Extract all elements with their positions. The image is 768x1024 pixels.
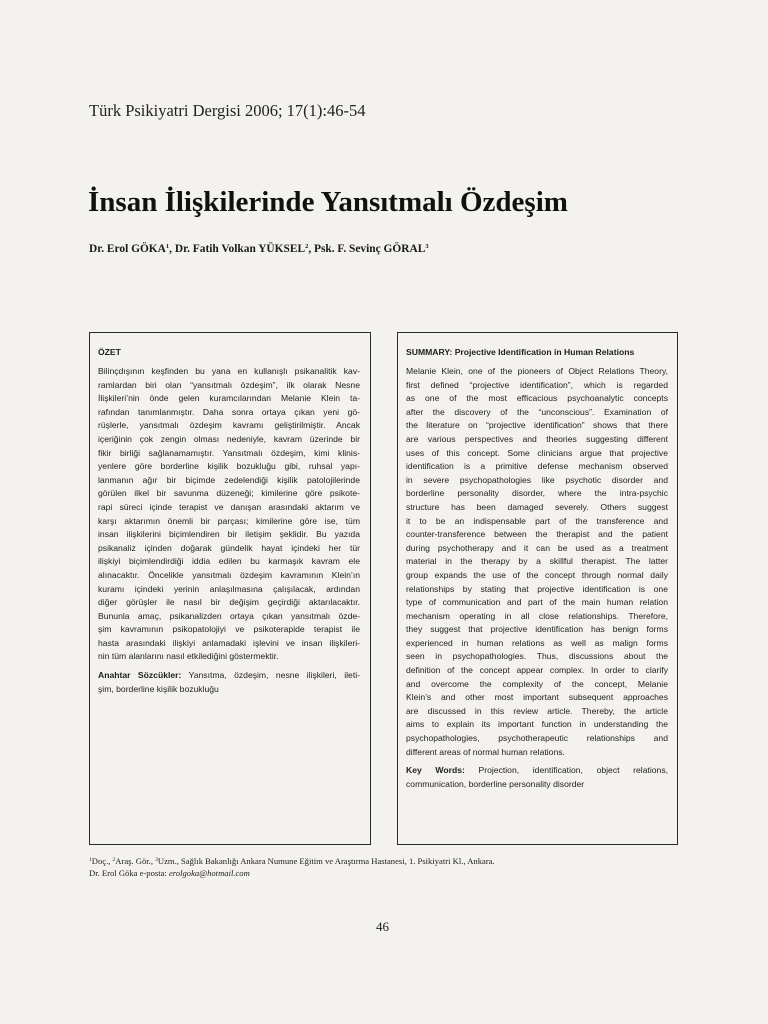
ozet-line: insan ilişkilerini biçimlendiren bir iletişim şeklidir. Bu yazıda	[98, 529, 360, 540]
keywords-text: Yansıtma, özdeşim, nesne ilişkileri, ileti-	[188, 670, 360, 681]
summary-line: are discussed in this review article. Thereby, the article	[406, 705, 668, 716]
ozet-line: hasta arasındaki ilişkiyi anlamadaki işlevini ve insan ilişkileri-	[98, 637, 360, 648]
ozet-line: rapi süreci içinde terapist ve danışan arasındaki aktarım ve	[98, 501, 360, 512]
author-name: Dr. Erol GÖKA	[89, 243, 166, 255]
email-address[interactable]: erolgoka@hotmail.com	[168, 867, 250, 878]
ozet-line: psikanaliz içinden doğarak gündelik hayat içindeki her tür	[98, 542, 360, 553]
email-prefix: Dr. Erol Göka e-posta:	[89, 867, 169, 878]
summary-heading: SUMMARY: Projective Identification in Human Relations	[406, 347, 635, 357]
affil-text: Araş. Gör.,	[115, 856, 156, 866]
summary-line: it to be an indispensable part of the transference and	[406, 515, 668, 526]
summary-line: as one of the most efficacious psychoanalytic concepts	[406, 393, 668, 404]
footnote	[89, 856, 495, 879]
ozet-line: yenlere göre borderline kişilik bozukluğu gibi, ruhsal yapı-	[98, 461, 360, 472]
author-name: Psk. F. Sevinç GÖRAL	[314, 243, 426, 255]
ozet-text	[98, 365, 360, 664]
summary-line: relationships by stating that projective identification is one	[406, 583, 668, 594]
author-affil-sup: 3	[425, 243, 429, 250]
author-name: Dr. Fatih Volkan YÜKSEL	[174, 243, 306, 255]
summary-line: they suggest that projective identification has benign forms	[406, 624, 668, 635]
affil-sup: 1	[89, 857, 92, 863]
ozet-line: görülen ilkel bir savunma düzeneği; kimilerine göre psikote-	[98, 488, 360, 499]
summary-line: after the discovery of the “unconscious”. Examination of	[406, 406, 668, 417]
summary-line: psychopathologies, psychotherapeutic relationships and	[406, 733, 668, 744]
summary-line: seen in psychopathologies. Thus, discussions about the	[406, 651, 668, 662]
summary-keywords	[406, 764, 668, 791]
summary-line: different areas of normal human relations.	[406, 746, 565, 757]
ozet-line: lanmanın ağır bir biçimde zedelendiği kişilik patolojilerinde	[98, 474, 360, 485]
ozet-line: Bilinçdışının keşfinden bu yana en kullanışlı psikanalitik kav-	[98, 366, 360, 376]
summary-line: Melanie Klein, one of the pioneers of Object Relations Theory,	[406, 366, 668, 376]
ozet-line: şim kavramının psikopatolojiyi ve psikoterapide terapist ile	[98, 624, 360, 635]
ozet-line: fikir birliği sağlanamamıştır. Yansıtmalı özdeşim, kimi klinis-	[98, 447, 360, 458]
summary-line: definition of the concept appear complex. In order to clarify	[406, 665, 668, 676]
summary-line: are various perspectives and theories suggesting different	[406, 433, 668, 444]
affil-text: Doç.,	[91, 856, 113, 866]
article-title: İnsan İlişkilerinde Yansıtmalı Özdeşim	[88, 186, 568, 218]
author-affil-sup: 1	[165, 243, 170, 250]
affil-sup: 2	[112, 857, 116, 863]
summary-line: experienced in human relations as well as malign forms	[406, 637, 668, 648]
summary-line: and overcome the complexity of the concept, Melanie	[406, 678, 668, 689]
affil-text: Uzm., Sağlık Bakanlığı Ankara Numune Eğitim ve Araştırma Hastanesi, 1. Psikiyatri Kl., Ankara.	[157, 856, 495, 866]
ozet-line: karşı aktarımın önemli bir parçası; kimilerine göre ise, tüm	[98, 515, 360, 526]
summary-line: in severe psychopathologies like psychotic disorder and	[406, 474, 668, 485]
summary-line: identification is a primitive defense mechanism observed	[406, 461, 668, 472]
affiliation-line	[89, 856, 495, 868]
affil-sup: 3	[155, 857, 158, 863]
keywords-label: Anahtar Sözcükler:	[98, 670, 182, 681]
ozet-line: Bununla amaç, psikanalizden ortaya çıkan yansıtmalı özde-	[98, 610, 360, 621]
keywords-text: Projection, identification, object relations,	[478, 765, 669, 776]
summary-line: borderline personality disorder, where the intra-psychic	[406, 488, 668, 499]
ozet-box	[89, 332, 371, 845]
summary-line: aims to explain its important function in understanding the	[406, 719, 668, 730]
author-list: Dr. Erol GÖKA$^1$, Dr. Fatih Volkan YÜKSEL$^2$, Psk. F. Sevinç GÖRAL$^3$	[89, 243, 429, 255]
page-number: 46	[376, 919, 389, 934]
ozet-line: nin tüm alanlarını nasıl etkilediğini göstermektir.	[98, 651, 279, 662]
summary-line: during psychotherapy and it can be used as a treatment	[406, 542, 668, 553]
keywords-text: communication, borderline personality disorder	[406, 778, 585, 789]
ozet-line: rafından tanımlanmıştır. Daha sonra ortaya çıkan yeni gö-	[98, 406, 360, 417]
journal-header: Türk Psikiyatri Dergisi 2006; 17(1):46-54	[89, 101, 366, 120]
summary-line: type of communication and part of the main human relation	[406, 597, 668, 608]
ozet-heading: ÖZET	[98, 347, 121, 357]
keywords-text: şim, borderline kişilik bozukluğu	[98, 683, 219, 694]
ozet-line: ilişkiyi biçimlendirdiği iddia edilen bu karmaşık kavram ele	[98, 556, 360, 567]
ozet-line: rüşlerle, yansıtmalı özdeşim kavramı geliştirilmiştir. Ancak	[98, 420, 360, 431]
ozet-line: alınacaktır. Öncelikle yansıtmalı özdeşim kavramının Klein’ın	[98, 569, 360, 580]
keywords-label: Key Words:	[406, 765, 465, 776]
summary-line: mechanism operating in all close relationships. Therefore,	[406, 610, 668, 621]
summary-line: counter-transference between the therapist and the patient	[406, 529, 668, 540]
summary-box	[397, 332, 678, 845]
ozet-line: içeriğinin çok zengin olması nedeniyle, kavram üzerinde bir	[98, 433, 360, 444]
summary-line: uses of this concept. Some clinicians argue that projective	[406, 447, 668, 458]
summary-line: the literature on “projective identification” shows that there	[406, 420, 668, 431]
summary-line: Klein’s and other most important subsequent approaches	[406, 692, 668, 703]
summary-line: first defined “projective identification”, which is regarded	[406, 379, 668, 390]
ozet-keywords	[98, 669, 360, 696]
author-affil-sup: 2	[305, 243, 309, 250]
summary-line: structure has been damaged severely. Others suggest	[406, 501, 668, 512]
summary-line: group expands the use of the concept through normal daily	[406, 569, 668, 580]
summary-text	[406, 365, 668, 759]
ozet-line: kuramı içindeki yerinin anlaşılmasına çalışılacak, ardından	[98, 583, 360, 594]
ozet-line: İlişkileri’nin önde gelen kuramcılarından Melanie Klein ta-	[98, 393, 360, 404]
ozet-line: diğer görüşler ile nasıl bir değişim geçirdiği aktarılacaktır.	[98, 597, 360, 608]
ozet-line: ramlardan biri olan “yansıtmalı özdeşim”, ilk olarak Nesne	[98, 379, 360, 390]
summary-line: material in the therapy by a skillful therapist. The latter	[406, 556, 668, 567]
email-line	[89, 868, 495, 880]
